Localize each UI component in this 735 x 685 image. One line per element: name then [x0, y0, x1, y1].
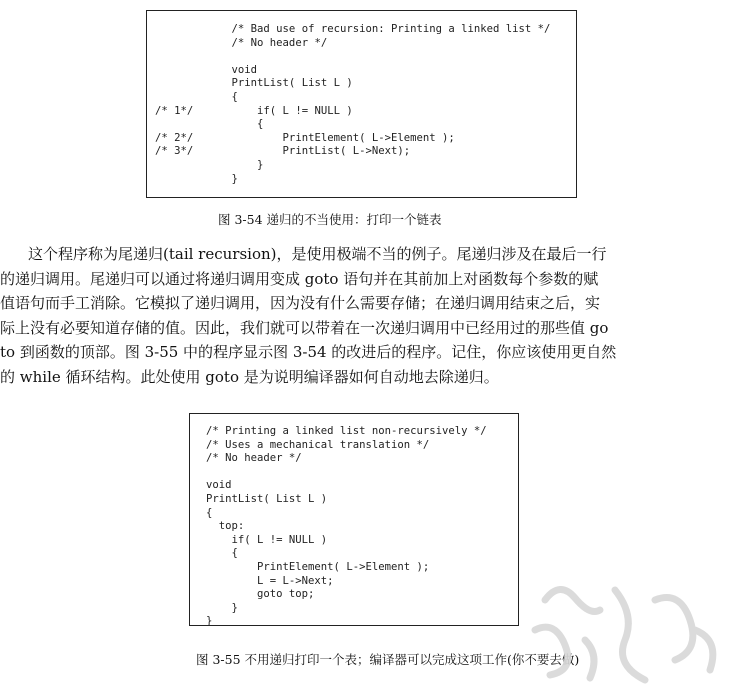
paragraph-line: 的 while 循环结构。此处使用 goto 是为说明编译器如何自动地去除递归。 [0, 367, 499, 386]
code-figure-3-55 [189, 413, 519, 626]
body-paragraph [0, 242, 725, 390]
paragraph-line: 这个程序称为尾递归(tail recursion)，是使用极端不当的例子。尾递归涉及在最后一行 [28, 245, 607, 263]
paragraph-line: 值语句而手工消除。它模拟了递归调用，因为没有什么需要存储；在递归调用结束之后，实 [0, 294, 601, 313]
figure-caption-3-55: 图 3-55 不用递归打印一个表；编译器可以完成这项工作(你不要去做) [196, 652, 580, 667]
paragraph-line: 的递归调用。尾递归可以通过将递归调用变成 goto 语句并在其前加上对函数每个参数的赋 [0, 269, 599, 288]
figure-caption-3-54: 图 3-54 递归的不当使用：打印一个链表 [218, 212, 442, 227]
code-figure-3-54 [146, 10, 577, 198]
paragraph-line: 际上没有必要知道存储的值。因此，我们就可以带着在一次递归调用中已经用过的那些值 go [0, 318, 609, 337]
code-block-nonrecursive: /* Printing a linked list non-recursively */ /* Uses a mechanical translation */ /* No header */ void PrintList( List L ) { top: if( L != NULL ) { PrintElement( L->Element ); L = L->Next; goto top; } } [206, 425, 487, 628]
paragraph-line: to 到函数的顶部。图 3-55 中的程序显示图 3-54 的改进后的程序。记住，你应该使用更自然 [0, 343, 617, 362]
watermark-seal-icon [505, 570, 735, 685]
code-block-recursive: /* Bad use of recursion: Printing a linked list */ /* No header */ void PrintList( List L ) { /* 1*/ if( L != NULL ) { /* 2*/ PrintElement( L->Element ); /* 3*/ PrintList( L->Next); } } [155, 23, 551, 185]
